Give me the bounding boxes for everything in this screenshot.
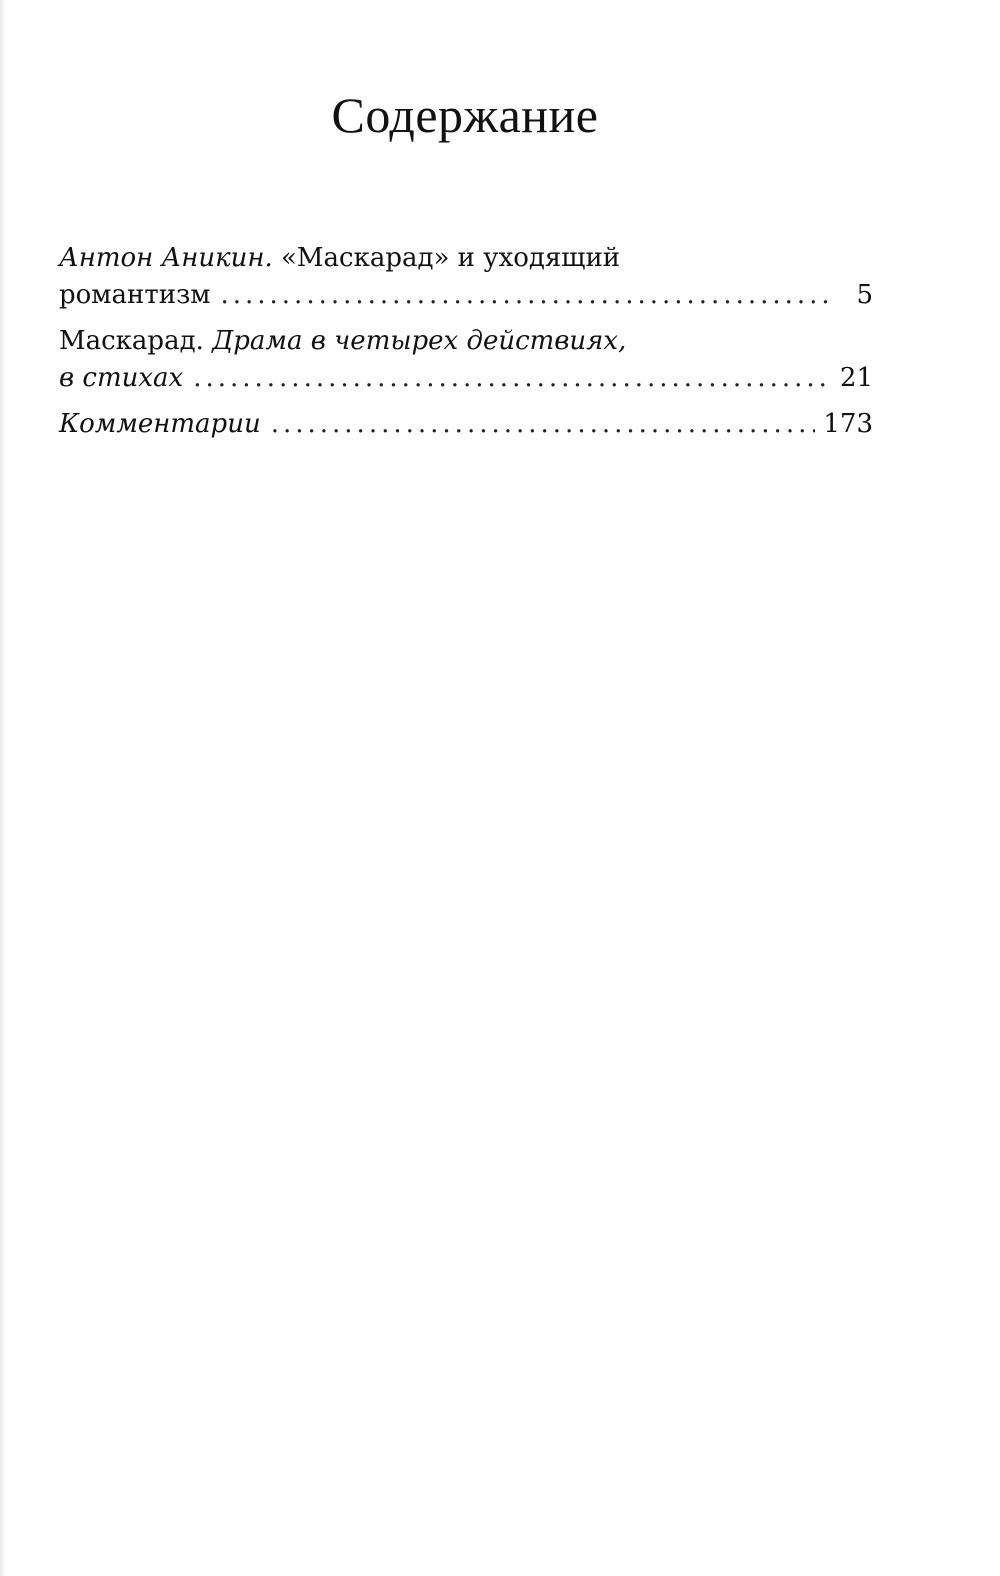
toc-entry-last-line — [59, 277, 873, 314]
dot-leader — [271, 406, 816, 443]
toc-entry-last-line — [59, 360, 873, 397]
page-title: Содержание — [331, 87, 599, 143]
table-of-contents — [59, 240, 873, 452]
toc-entry-first-line — [59, 323, 873, 360]
dot-leader — [193, 360, 832, 397]
toc-entry-first-line — [59, 240, 873, 277]
toc-entry-commentary[interactable] — [59, 406, 873, 443]
toc-page-number: 5 — [856, 280, 873, 310]
toc-entry-title: Маскарад. — [59, 326, 204, 356]
toc-page-number: 173 — [823, 409, 873, 439]
toc-entry-title-continued: романтизм — [59, 280, 211, 310]
toc-page-number: 21 — [839, 363, 873, 393]
toc-entry-title: «Маскарад» и уходящий — [281, 243, 621, 273]
toc-entry-drama[interactable] — [59, 323, 873, 397]
toc-entry-article[interactable] — [59, 240, 873, 314]
toc-entry-author: Антон Аникин. — [59, 243, 273, 273]
toc-entry-subtitle: Драма в четырех действиях, — [212, 326, 627, 356]
toc-entry-last-line — [59, 406, 873, 443]
page-edge — [0, 0, 6, 1576]
dot-leader — [220, 277, 835, 314]
toc-entry-subtitle-continued: в стихах — [59, 363, 184, 393]
toc-entry-title: Комментарии — [59, 409, 261, 439]
